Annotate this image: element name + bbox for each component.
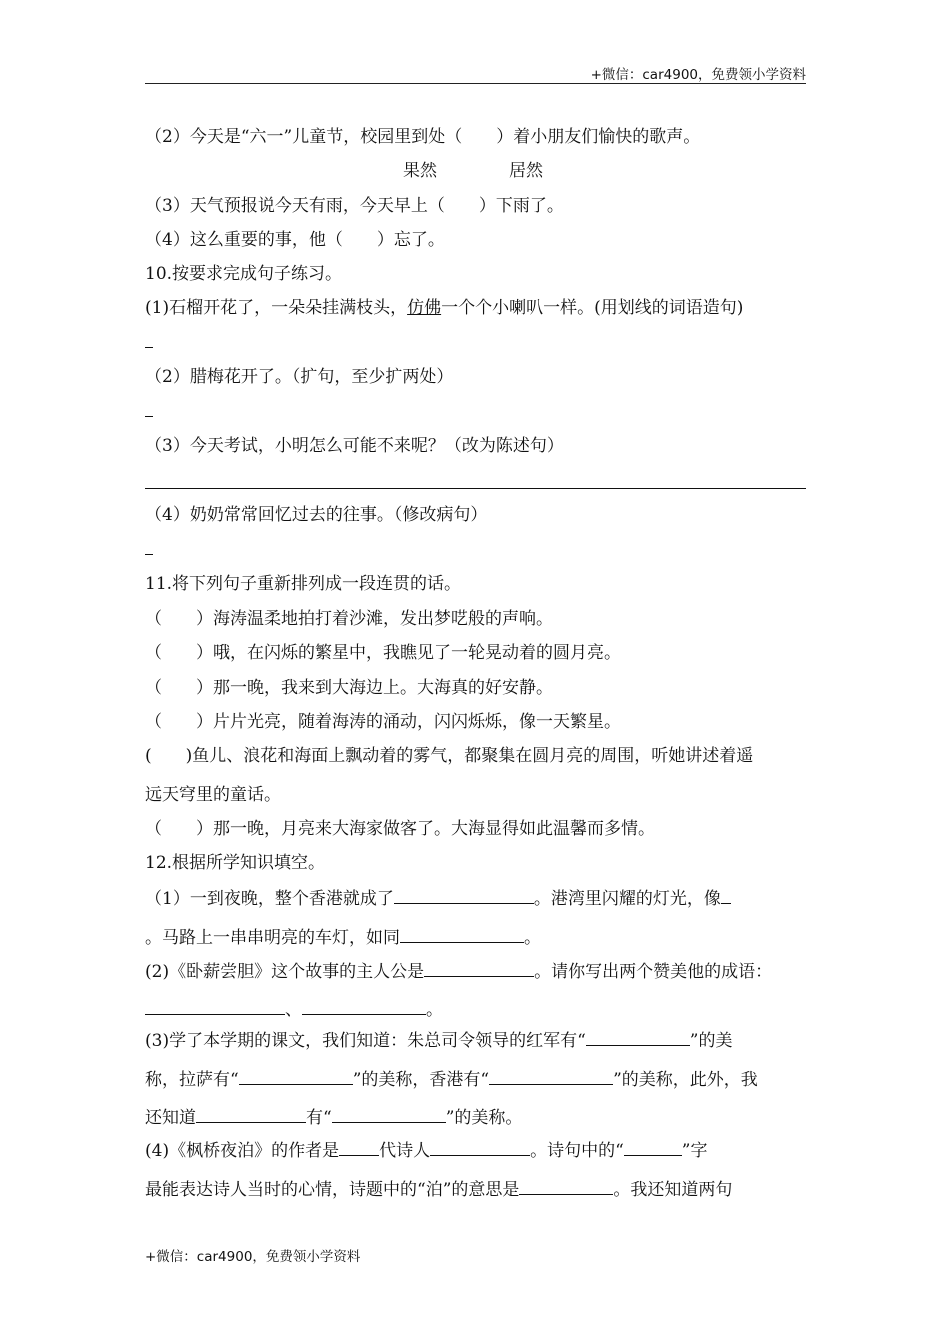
q11-item-b: （ ）哦，在闪烁的繁星中，我瞧见了一轮晃动着的圆月亮。 xyxy=(145,643,621,663)
blank[interactable] xyxy=(489,1068,613,1085)
q10-title: 10.按要求完成句子练习。 xyxy=(145,264,343,284)
underlined-word: 仿佛 xyxy=(407,298,442,318)
q10-sentence-3: （3）今天考试，小明怎么可能不来呢？（改为陈述句） xyxy=(145,436,564,456)
q11-item-e-line1: ( )鱼儿、浪花和海面上飘动着的雾气，都聚集在圆月亮的周围，听她讲述着遥 xyxy=(145,746,754,766)
blank[interactable] xyxy=(721,887,731,904)
q11-item-f: （ ）那一晚，月亮来大海家做客了。大海显得如此温馨而多情。 xyxy=(145,819,655,839)
q9-sentence-2: （2）今天是“六一”儿童节，校园里到处（ ）着小朋友们愉快的歌声。 xyxy=(145,127,701,147)
q12-part1-line1: （1）一到夜晚，整个香港就成了 。港湾里闪耀的灯光，像 xyxy=(145,887,731,910)
q12-part2-line1: (2)《卧薪尝胆》这个故事的主人公是 。请你写出两个赞美他的成语： xyxy=(145,962,773,982)
q11-item-d: （ ）片片光亮，随着海涛的涌动，闪闪烁烁，像一天繁星。 xyxy=(145,712,621,732)
q11-title: 11.将下列句子重新排列成一段连贯的话。 xyxy=(145,574,462,594)
q10-answer-line-4[interactable] xyxy=(145,539,153,561)
blank[interactable] xyxy=(400,926,524,943)
blank[interactable] xyxy=(519,1178,613,1195)
blank[interactable] xyxy=(624,1139,682,1156)
blank[interactable] xyxy=(302,998,426,1015)
page-footer: +微信：car4900，免费领小学资料 xyxy=(145,1249,361,1265)
q10-sentence-2: （2）腊梅花开了。（扩句，至少扩两处） xyxy=(145,367,454,387)
q12-part1-line2: 。马路上一串串明亮的车灯，如同 。 xyxy=(145,928,541,948)
blank[interactable] xyxy=(394,887,534,904)
blank[interactable] xyxy=(332,1106,446,1123)
blank[interactable] xyxy=(339,1139,379,1156)
q12-title: 12.根据所学知识填空。 xyxy=(145,853,326,873)
q9-word-b: 居然 xyxy=(509,161,543,181)
q11-item-c: （ ）那一晚，我来到大海边上。大海真的好安静。 xyxy=(145,678,553,698)
q11-item-a: （ ）海涛温柔地拍打着沙滩，发出梦呓般的声响。 xyxy=(145,609,553,629)
blank[interactable] xyxy=(145,998,285,1015)
blank[interactable] xyxy=(196,1106,306,1123)
q10-answer-line-3[interactable] xyxy=(145,488,806,489)
blank[interactable] xyxy=(424,960,534,977)
q10-sentence-1: (1)石榴开花了，一朵朵挂满枝头，仿佛一个个小喇叭一样。(用划线的词语造句) xyxy=(145,298,744,318)
q12-part4-line2: 最能表达诗人当时的心情，诗题中的“泊”的意思是 。我还知道两句 xyxy=(145,1180,733,1200)
q12-part2-line2: 、 。 xyxy=(145,998,443,1021)
page-header: +微信：car4900，免费领小学资料 xyxy=(145,63,806,84)
q12-part3-line2: 称，拉萨有“ ”的美称，香港有“ ”的美称，此外，我 xyxy=(145,1070,758,1090)
q9-sentence-3: （3）天气预报说今天有雨，今天早上（ ）下雨了。 xyxy=(145,196,564,216)
q12-part3-line3: 还知道 有“ ”的美称。 xyxy=(145,1108,523,1128)
q10-sentence-4: （4）奶奶常常回忆过去的往事。（修改病句） xyxy=(145,505,488,525)
blank[interactable] xyxy=(239,1068,353,1085)
q9-word-a: 果然 xyxy=(403,161,437,181)
q12-part4-line1: (4)《枫桥夜泊》的作者是 代诗人 。诗句中的“ ”字 xyxy=(145,1141,708,1161)
q9-sentence-4: （4）这么重要的事，他（ ）忘了。 xyxy=(145,230,445,250)
blank[interactable] xyxy=(430,1139,530,1156)
q10-answer-line-2[interactable] xyxy=(145,401,153,423)
q10-answer-line-1[interactable] xyxy=(145,332,153,354)
q11-item-e-line2: 远天穹里的童话。 xyxy=(145,785,281,805)
blank[interactable] xyxy=(586,1029,690,1046)
q12-part3-line1: (3)学了本学期的课文，我们知道：朱总司令领导的红军有“ ”的美 xyxy=(145,1031,733,1051)
